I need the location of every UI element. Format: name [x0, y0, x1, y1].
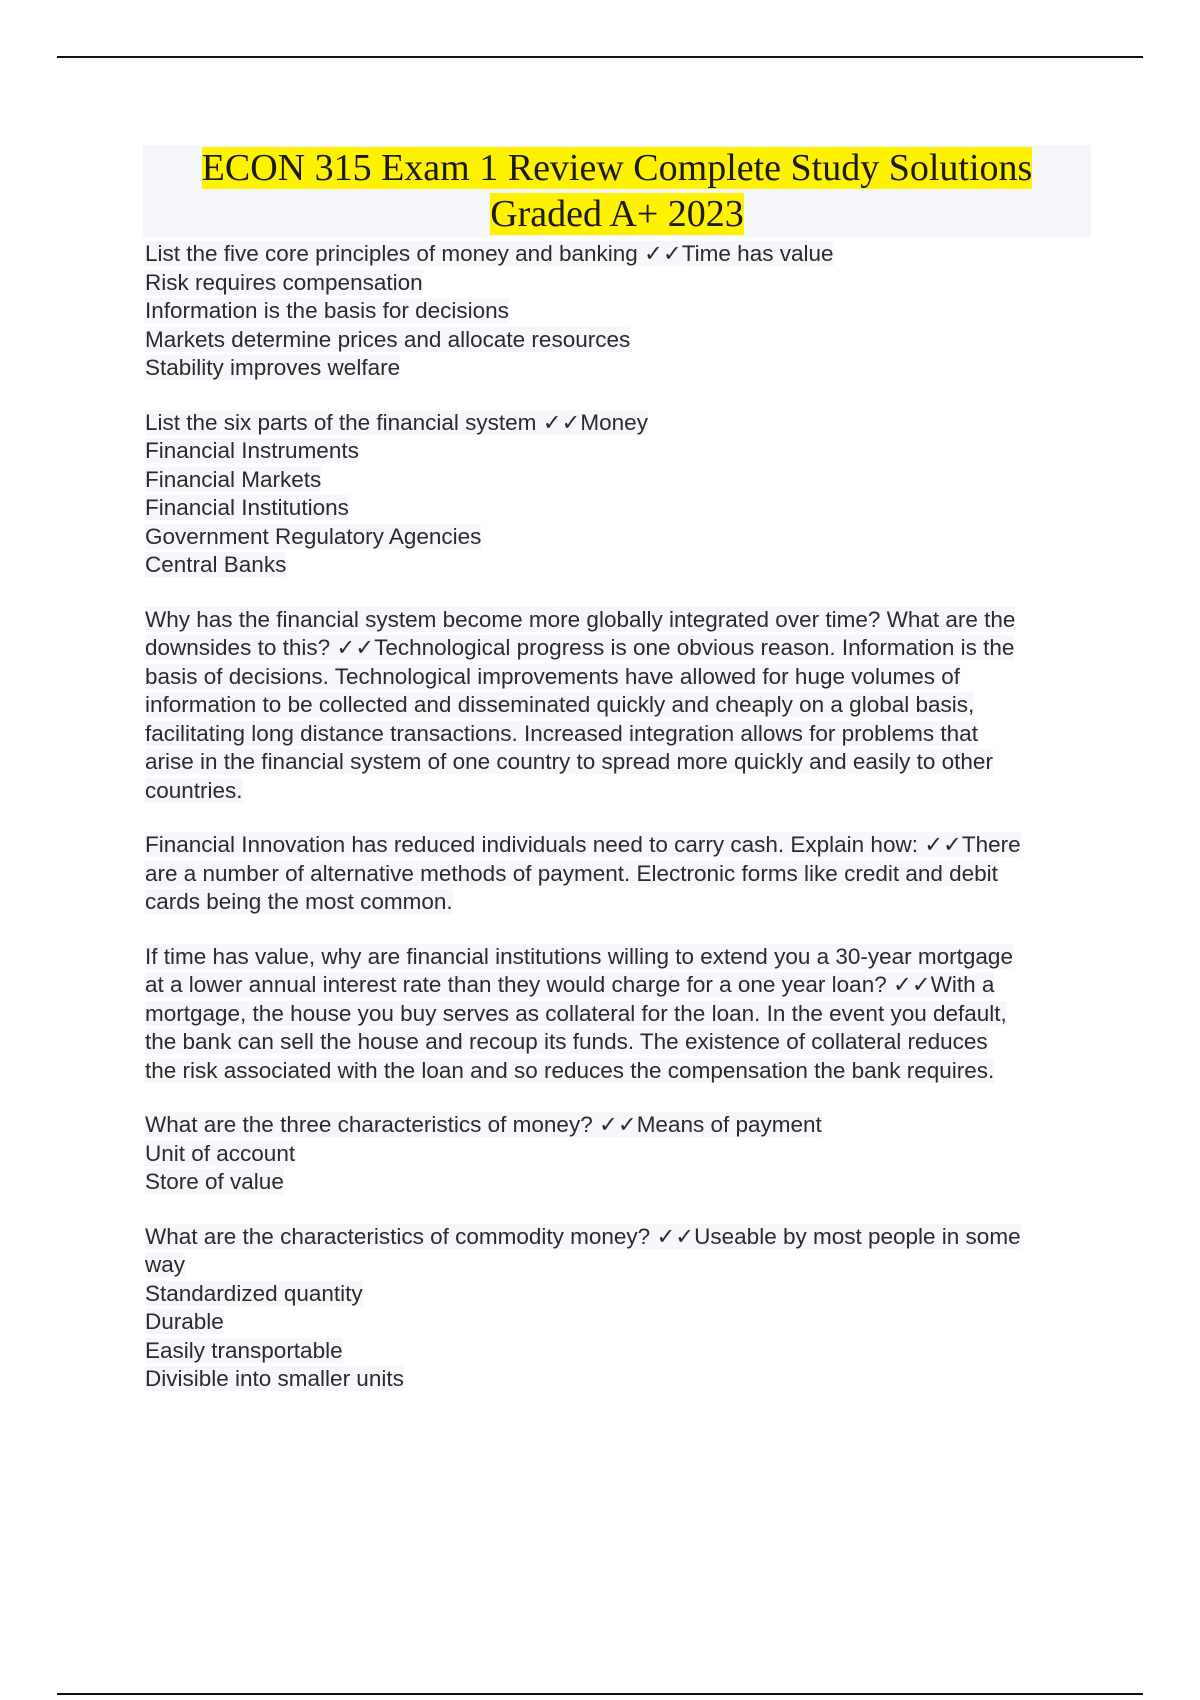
answer-line: Information is the basis for decisions	[145, 298, 509, 323]
answer-line: Central Banks	[145, 552, 287, 577]
paragraph-line: at a lower annual interest rate than they would charge for a one year loan? ✓✓With a	[145, 972, 995, 997]
answer-line: Risk requires compensation	[145, 269, 423, 295]
qa-item	[145, 1223, 1090, 1394]
checkmark-icon: ✓✓	[542, 409, 581, 435]
paragraph-line: mortgage, the house you buy serves as collateral for the loan. In the event you default,	[145, 1000, 1007, 1026]
answer-text: Means of payment	[636, 1112, 822, 1137]
answer-line: Government Regulatory Agencies	[145, 523, 482, 549]
document-body	[145, 240, 1090, 1420]
question-text: List the six parts of the financial system	[145, 409, 543, 435]
paragraph-line: arise in the financial system of one country to spread more quickly and easily to other	[145, 749, 993, 774]
answer-line: Financial Institutions	[145, 495, 349, 520]
qa-item	[145, 831, 1090, 917]
paragraph-line: the bank can sell the house and recoup its funds. The existence of collateral reduces	[145, 1029, 988, 1054]
paragraph-line: If time has value, why are financial institutions willing to extend you a 30-year mortgage	[145, 943, 1013, 969]
paragraph-line: information to be collected and disseminated quickly and cheaply on a global basis,	[145, 692, 975, 717]
qa-item	[145, 409, 1090, 580]
paragraph-line: countries.	[145, 777, 243, 803]
paragraph-line: Durable	[145, 1309, 224, 1334]
answer-line: Markets determine prices and allocate resources	[145, 326, 631, 352]
paragraph-line: are a number of alternative methods of payment. Electronic forms like credit and debit	[145, 860, 998, 886]
qa-item	[145, 606, 1090, 806]
paragraph-line: Financial Innovation has reduced individuals need to carry cash. Explain how: ✓✓There	[145, 832, 1021, 857]
qa-item	[145, 1111, 1090, 1197]
top-rule	[57, 56, 1143, 58]
paragraph-line: downsides to this? ✓✓Technological progress is one obvious reason. Information is the	[145, 635, 1015, 660]
document-title	[143, 145, 1091, 237]
answer-line: Store of value	[145, 1169, 284, 1194]
question-text: What are the three characteristics of money?	[145, 1112, 599, 1137]
paragraph-line: Standardized quantity	[145, 1280, 363, 1306]
paragraph-line: basis of decisions. Technological improvements have allowed for huge volumes of	[145, 663, 961, 689]
answer-line: Stability improves welfare	[145, 355, 401, 380]
title-line-2: Graded A+ 2023	[490, 193, 744, 235]
paragraph-line: What are the characteristics of commodity money? ✓✓Useable by most people in some	[145, 1223, 1021, 1249]
answer-line: Financial Instruments	[145, 438, 359, 463]
checkmark-icon: ✓✓	[644, 241, 682, 266]
paragraph-line: way	[145, 1252, 186, 1277]
answer-line: Unit of account	[145, 1140, 296, 1166]
bottom-rule	[57, 1693, 1143, 1695]
answer-text: Money	[580, 409, 648, 435]
paragraph-line: facilitating long distance transactions. Increased integration allows for problems that	[145, 720, 978, 746]
checkmark-icon: ✓✓	[598, 1112, 637, 1137]
qa-item	[145, 240, 1090, 383]
answer-line: Financial Markets	[145, 466, 322, 492]
paragraph-line: Divisible into smaller units	[145, 1366, 404, 1391]
answer-text: Time has value	[681, 241, 834, 266]
title-line-1: ECON 315 Exam 1 Review Complete Study Solutions	[201, 147, 1033, 189]
question-text: List the five core principles of money and banking	[145, 241, 645, 266]
paragraph-line: Easily transportable	[145, 1337, 343, 1363]
paragraph-line: the risk associated with the loan and so reduces the compensation the bank requires.	[145, 1057, 995, 1083]
qa-item	[145, 943, 1090, 1086]
paragraph-line: cards being the most common.	[145, 889, 453, 914]
paragraph-line: Why has the financial system become more globally integrated over time? What are the	[145, 606, 1016, 632]
